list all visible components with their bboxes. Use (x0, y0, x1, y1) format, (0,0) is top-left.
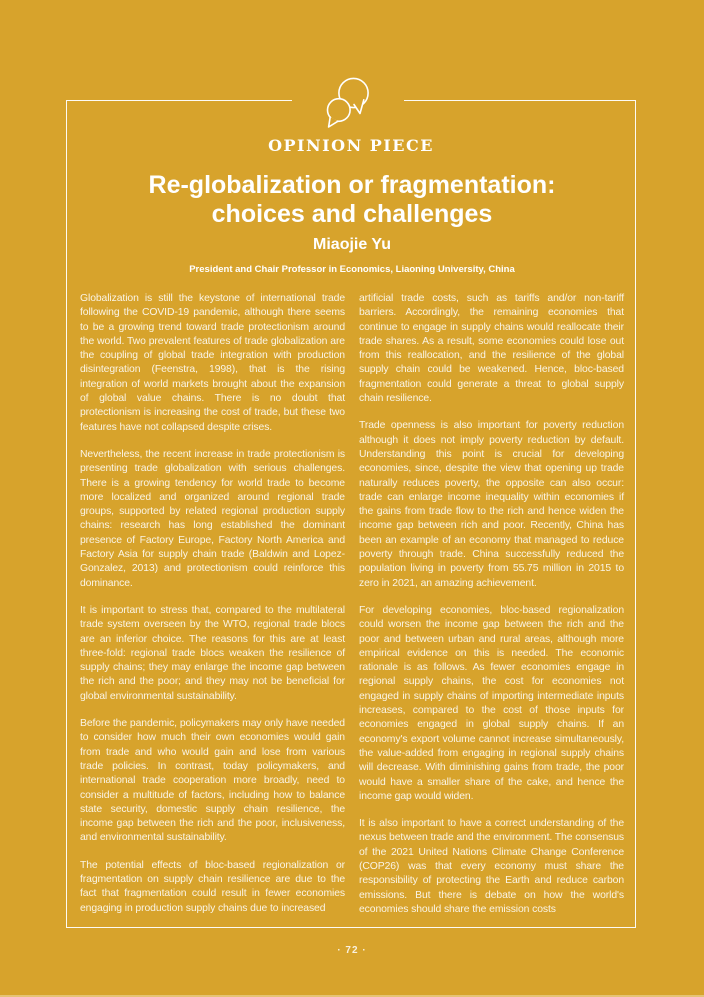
page-title-line1: Re-globalization or fragmentation: (148, 171, 556, 199)
body-paragraph: It is important to stress that, compared to the multilateral trade system overseen by the WTO, regional trade blocs are an inferior choice. The reasons for this are at least three-fold: regional trade blocs weaken the resilience of supply chains; they may enlarge the income gap between the rich and the poor; and they may not be beneficial for global environmental sustainability. (80, 604, 345, 702)
body-paragraph: The potential effects of bloc-based regionalization or fragmentation on supply chain resilience are due to the fact that fragmentation could result in fewer economies engaging in production supply chains due to increased (80, 859, 345, 914)
body-paragraph: It is also important to have a correct understanding of the nexus between trade and the environment. The consensus of the 2021 United Nations Climate Change Conference (COP26) was that every economy must share the responsibility of protecting the Earth and reduce carbon emissions. But there is debate on how the world's economies should share the emission costs (359, 818, 624, 915)
section-kicker: OPINION PIECE (268, 136, 434, 155)
body-columns (80, 292, 624, 917)
page-title (0, 171, 704, 229)
body-paragraph: Nevertheless, the recent increase in trade protectionism is presenting trade globalization with serious challenges. There is a growing tendency for world trade to become more localized and organized around regional trade groups, supported by related regional production supply chains: research has long established the dominant presence of Factory Europe, Factory North America and Factory Asia for supply chain trade (Baldwin and Lopez-Gonzalez, 2013) and protectionism could reinforce this dominance. (80, 448, 345, 589)
body-paragraph: For developing economies, bloc-based regionalization could worsen the income gap between the rich and the poor and between urban and rural areas, although more empirical evidence on this is needed. The economic rationale is as follows. As fewer economies engage in regional supply chains, the cost for economies not engaged in supply chains of importing intermediate inputs increases, compared to the cost of those inputs for economies engaged in global supply chains. If an economy's export volume cannot increase simultaneously, the value-added from engaging in regional supply chains will decrease. With diminishing gains from trade, the poor would have a smaller share of the cake, and hence the income gap would widen. (359, 604, 624, 802)
author-name: Miaojie Yu (313, 236, 391, 253)
author-affiliation: President and Chair Professor in Economics, Liaoning University, China (189, 264, 515, 275)
body-paragraph: Globalization is still the keystone of international trade following the COVID-19 pandemic, although there seems to be a growing trend toward trade protectionism around the world. Two prevalent features of trade globalization are the coupling of global trade integration with production disintegration (Feenstra, 1998), that is the rising integration of world markets brought about the expansion of global value chains. There is no doubt that protectionism is increasing the cost of trade, but these two features have not collapsed despite crises. (80, 293, 345, 433)
body-column-left (80, 292, 345, 917)
body-paragraph: artificial trade costs, such as tariffs and/or non-tariff barriers. Accordingly, the remaining economies that continue to engage in supply chains would reallocate their trade shares. As a result, some economies could lose out from this reallocation, and the resilience of the global supply chain could be weakened. Hence, bloc-based fragmentation could generate a threat to global supply chain resilience. (359, 293, 624, 405)
body-column-right (359, 292, 624, 917)
page-number: · 72 · (337, 945, 367, 956)
body-paragraph: Trade openness is also important for poverty reduction although it does not imply poverty reduction by default. Understanding this point is crucial for developing economies, since, despite the view that opening up trade naturally reduces poverty, the opposite can also occur: trade can enlarge income inequality within economies if the gains from trade flow to the rich and hence widen the income gap between rich and poor. Recently, China has been an example of an economy that managed to reduce poverty through trade. China successfully reduced the population living in poverty from 55.75 million in 2015 to zero in 2021, an amazing achievement. (359, 420, 624, 589)
body-paragraph: Before the pandemic, policymakers may only have needed to consider how much their own economies would gain from trade and who would gain and lose from various trade policies. In contrast, today policymakers, and international trade cooperation more broadly, need to consider a multitude of factors, including how to balance state security, domestic supply chain resilience, the income gap between the rich and the poor, inclusiveness, and environmental sustainability. (80, 718, 345, 844)
page-title-line2: choices and challenges (211, 200, 493, 228)
speech-bubbles-icon (324, 72, 380, 134)
